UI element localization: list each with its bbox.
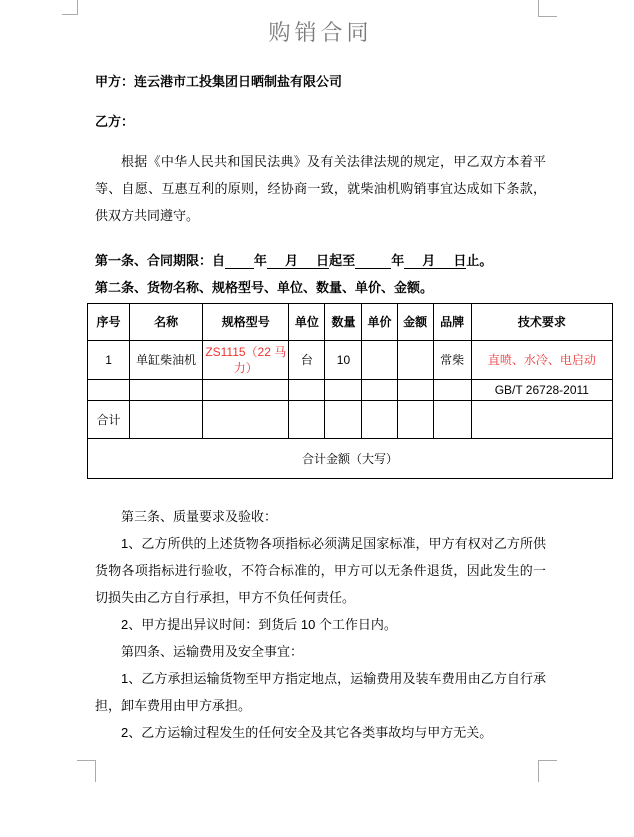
cell-empty bbox=[471, 401, 612, 439]
cell-empty bbox=[325, 380, 362, 401]
cell-empty bbox=[397, 401, 433, 439]
cell-empty bbox=[130, 401, 203, 439]
col-header-name: 名称 bbox=[130, 304, 203, 341]
blank-start-year bbox=[225, 253, 254, 269]
clause-1-lead: 第一条、合同期限：自 bbox=[95, 253, 226, 268]
party-a-line: 甲方：连云港市工投集团日晒制盐有限公司 bbox=[95, 74, 343, 89]
clause-3-item-1: 1、乙方所供的上述货物各项指标必须满足国家标准，甲方有权对乙方所供货物各项指标进行验收，不符合标准的，甲方可以无条件退货，因此发生的一切损失由乙方自行承担，甲方不负任何责任。 bbox=[95, 536, 546, 605]
cell-empty bbox=[362, 380, 397, 401]
margin-mark-top-left bbox=[62, 0, 78, 15]
cell-empty bbox=[203, 380, 289, 401]
clause-2-goods-heading: 第二条、货物名称、规格型号、单位、数量、单价、金额。 bbox=[95, 280, 434, 295]
table-header-row bbox=[88, 304, 613, 341]
cell-empty bbox=[433, 401, 471, 439]
cell-standard: GB/T 26728-2011 bbox=[471, 380, 612, 401]
clause-4-heading: 第四条、运输费用及安全事宜： bbox=[121, 644, 304, 659]
clause-3-item-2: 2、甲方提出异议时间：到货后 10 个工作日内。 bbox=[121, 617, 397, 632]
clause-paragraphs bbox=[95, 503, 546, 746]
cell-price bbox=[362, 341, 397, 380]
clause-1-tail: 止。 bbox=[466, 253, 493, 268]
margin-mark-bottom-left bbox=[77, 760, 96, 782]
cell-brand: 常柴 bbox=[433, 341, 471, 380]
goods-table bbox=[87, 303, 613, 479]
margin-mark-bottom-right bbox=[538, 760, 557, 782]
clause-4-item-2: 2、乙方运输过程发生的任何安全及其它各类事故均与甲方无关。 bbox=[121, 725, 493, 740]
cell-unit: 台 bbox=[289, 341, 325, 380]
cell-amount bbox=[397, 341, 433, 380]
col-header-amount: 金额 bbox=[397, 304, 433, 341]
cell-empty bbox=[362, 401, 397, 439]
table-row bbox=[88, 380, 613, 401]
cell-empty bbox=[289, 380, 325, 401]
cell-empty bbox=[203, 401, 289, 439]
clause-1-contract-term bbox=[95, 247, 546, 274]
col-header-seq: 序号 bbox=[88, 304, 130, 341]
col-header-qty: 数量 bbox=[325, 304, 362, 341]
col-header-unit: 单位 bbox=[289, 304, 325, 341]
blank-end-month-day: 月 日 bbox=[404, 253, 467, 268]
cell-qty: 10 bbox=[325, 341, 362, 380]
party-b-line: 乙方： bbox=[95, 114, 135, 129]
cell-spec: ZS1115（22 马力） bbox=[203, 341, 289, 380]
col-header-brand: 品牌 bbox=[433, 304, 471, 341]
cell-empty bbox=[397, 380, 433, 401]
cell-empty bbox=[88, 380, 130, 401]
cell-empty bbox=[289, 401, 325, 439]
document-title: 购销合同 bbox=[268, 20, 373, 45]
col-header-tech: 技术要求 bbox=[471, 304, 612, 341]
cell-empty bbox=[433, 380, 471, 401]
cell-empty bbox=[325, 401, 362, 439]
cell-grand-total-label: 合计金额（大写） bbox=[88, 439, 613, 479]
clause-1-year-label-2: 年 bbox=[391, 253, 405, 268]
blank-start-month-day: 月 日 bbox=[266, 253, 330, 268]
cell-tech: 直喷、水冷、电启动 bbox=[471, 341, 612, 380]
preamble-paragraph: 根据《中华人民共和国民法典》及有关法律法规的规定，甲乙双方本着平等、自愿、互惠互利的原则，经协商一致，就柴油机购销事宜达成如下条款，供双方共同遵守。 bbox=[95, 154, 546, 223]
cell-empty bbox=[130, 380, 203, 401]
contract-body bbox=[95, 0, 596, 746]
cell-seq: 1 bbox=[88, 341, 130, 380]
table-grand-total-row bbox=[88, 439, 613, 479]
clause-3-heading: 第三条、质量要求及验收： bbox=[121, 509, 278, 524]
blank-end-year bbox=[355, 253, 391, 269]
col-header-price: 单价 bbox=[362, 304, 397, 341]
col-header-spec: 规格型号 bbox=[203, 304, 289, 341]
table-total-row bbox=[88, 401, 613, 439]
cell-total-label: 合计 bbox=[88, 401, 130, 439]
table-row bbox=[88, 341, 613, 380]
clause-1-year-label-1: 年 bbox=[253, 253, 267, 268]
cell-name: 单缸柴油机 bbox=[130, 341, 203, 380]
clause-1-until: 起至 bbox=[329, 253, 356, 268]
clause-4-item-1: 1、乙方承担运输货物至甲方指定地点，运输费用及装车费用由乙方自行承担，卸车费用由甲方承担。 bbox=[95, 671, 546, 713]
